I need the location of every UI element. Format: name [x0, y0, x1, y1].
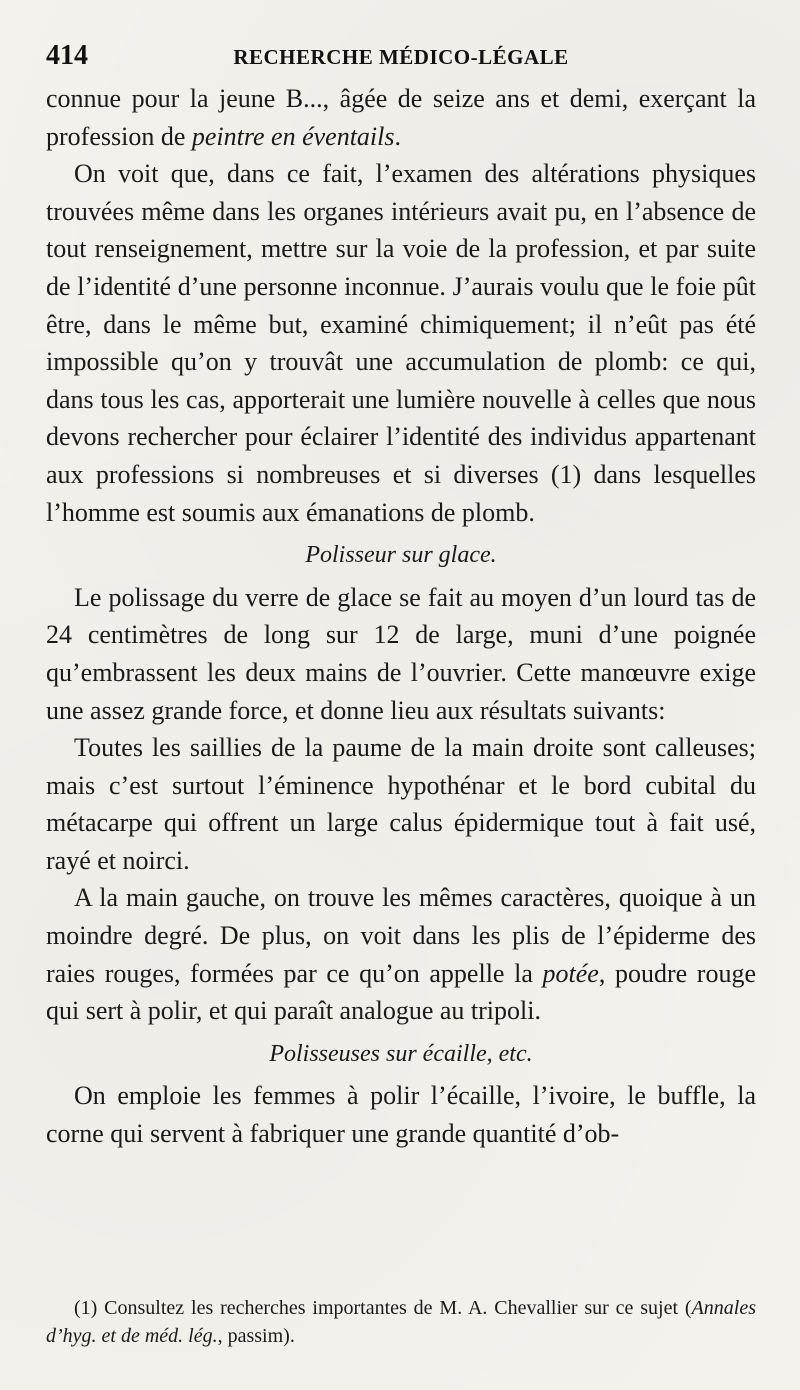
running-head: [46, 40, 756, 76]
text-run: connue pour la jeune B..., âgée de seize ans et demi, exerçant la profession de: [46, 84, 756, 151]
text-run: Le polissage du verre de glace se fait au moyen d’un lourd tas de 24 centimètres de long sur 12 de large, muni d’une poignée qu’embrassent les deux mains de l’ouvrier. Cette manœuvre exige une assez grande force, et donne lieu aux résultats suivants:: [46, 582, 756, 725]
footnote: [46, 1294, 756, 1350]
text-run: On voit que, dans ce fait, l’examen des altérations physiques trouvées même dans les organes intérieurs avait pu, en l’absence de tout renseignement, mettre sur la voie de la profession, et par suite de l’identité d’une personne inconnue. J’aurais voulu que le foie pût être, dans le même but, examiné chimiquement; il n’eût pas été impossible qu’on y trouvât une accumulation de plomb: ce qui, dans tous les cas, apporterait une lumière nouvelle à celles que nous devons rechercher pour éclairer l’identité des individus appartenant aux professions si nombreuses et si diverses (1) dans lesquelles l’homme est soumis aux émanations de plomb.: [46, 159, 756, 527]
text-run: , passim).: [217, 1325, 295, 1347]
text-run: A la main gauche, on trouve les mêmes caractères, quoique à un moindre degré. De plus, on voit dans les plis de l’épiderme des raies rouges, formées par ce qu’on appelle la: [46, 883, 756, 988]
footnotes: [46, 1294, 756, 1350]
italic-text: Polisseuses sur écaille: [269, 1040, 487, 1067]
body-text: [46, 80, 756, 1153]
text-run: Toutes les saillies de la paume de la main droite sont calleuses; mais c’est surtout l’éminence hypothénar et le bord cubital du métacarpe qui offrent un large calus épidermique tout à fait usé, rayé et noirci.: [46, 733, 756, 875]
paragraph: [46, 80, 756, 155]
paragraph: [46, 155, 756, 531]
italic-text: peintre en éventails: [191, 121, 395, 151]
paragraph: [46, 579, 756, 729]
paragraph: [46, 729, 756, 879]
section-heading: Polisseur sur glace.: [305, 542, 497, 569]
paragraph: [46, 1077, 756, 1152]
italic-text: Annales d’hyg. et de méd. lég.: [46, 1297, 756, 1347]
section-heading: [46, 1036, 756, 1074]
text-run: (1) Consultez les recherches importantes de M. A. Chevallier sur ce sujet (: [74, 1297, 692, 1319]
page-number: 414: [46, 40, 88, 71]
text-run: On emploie les femmes à polir l’écaille, l’ivoire, le buffle, la corne qui servent à fabriquer une grande quantité d’ob-: [46, 1081, 756, 1149]
paragraph: [46, 879, 756, 1029]
running-title: RECHERCHE MÉDICO-LÉGALE: [233, 45, 569, 69]
text-run: .: [394, 121, 401, 151]
italic-text: potée: [542, 958, 599, 988]
text-run: , poudre rouge qui sert à polir, et qui paraît analogue au tripoli.: [46, 958, 756, 1026]
text-run: , etc.: [486, 1040, 533, 1067]
